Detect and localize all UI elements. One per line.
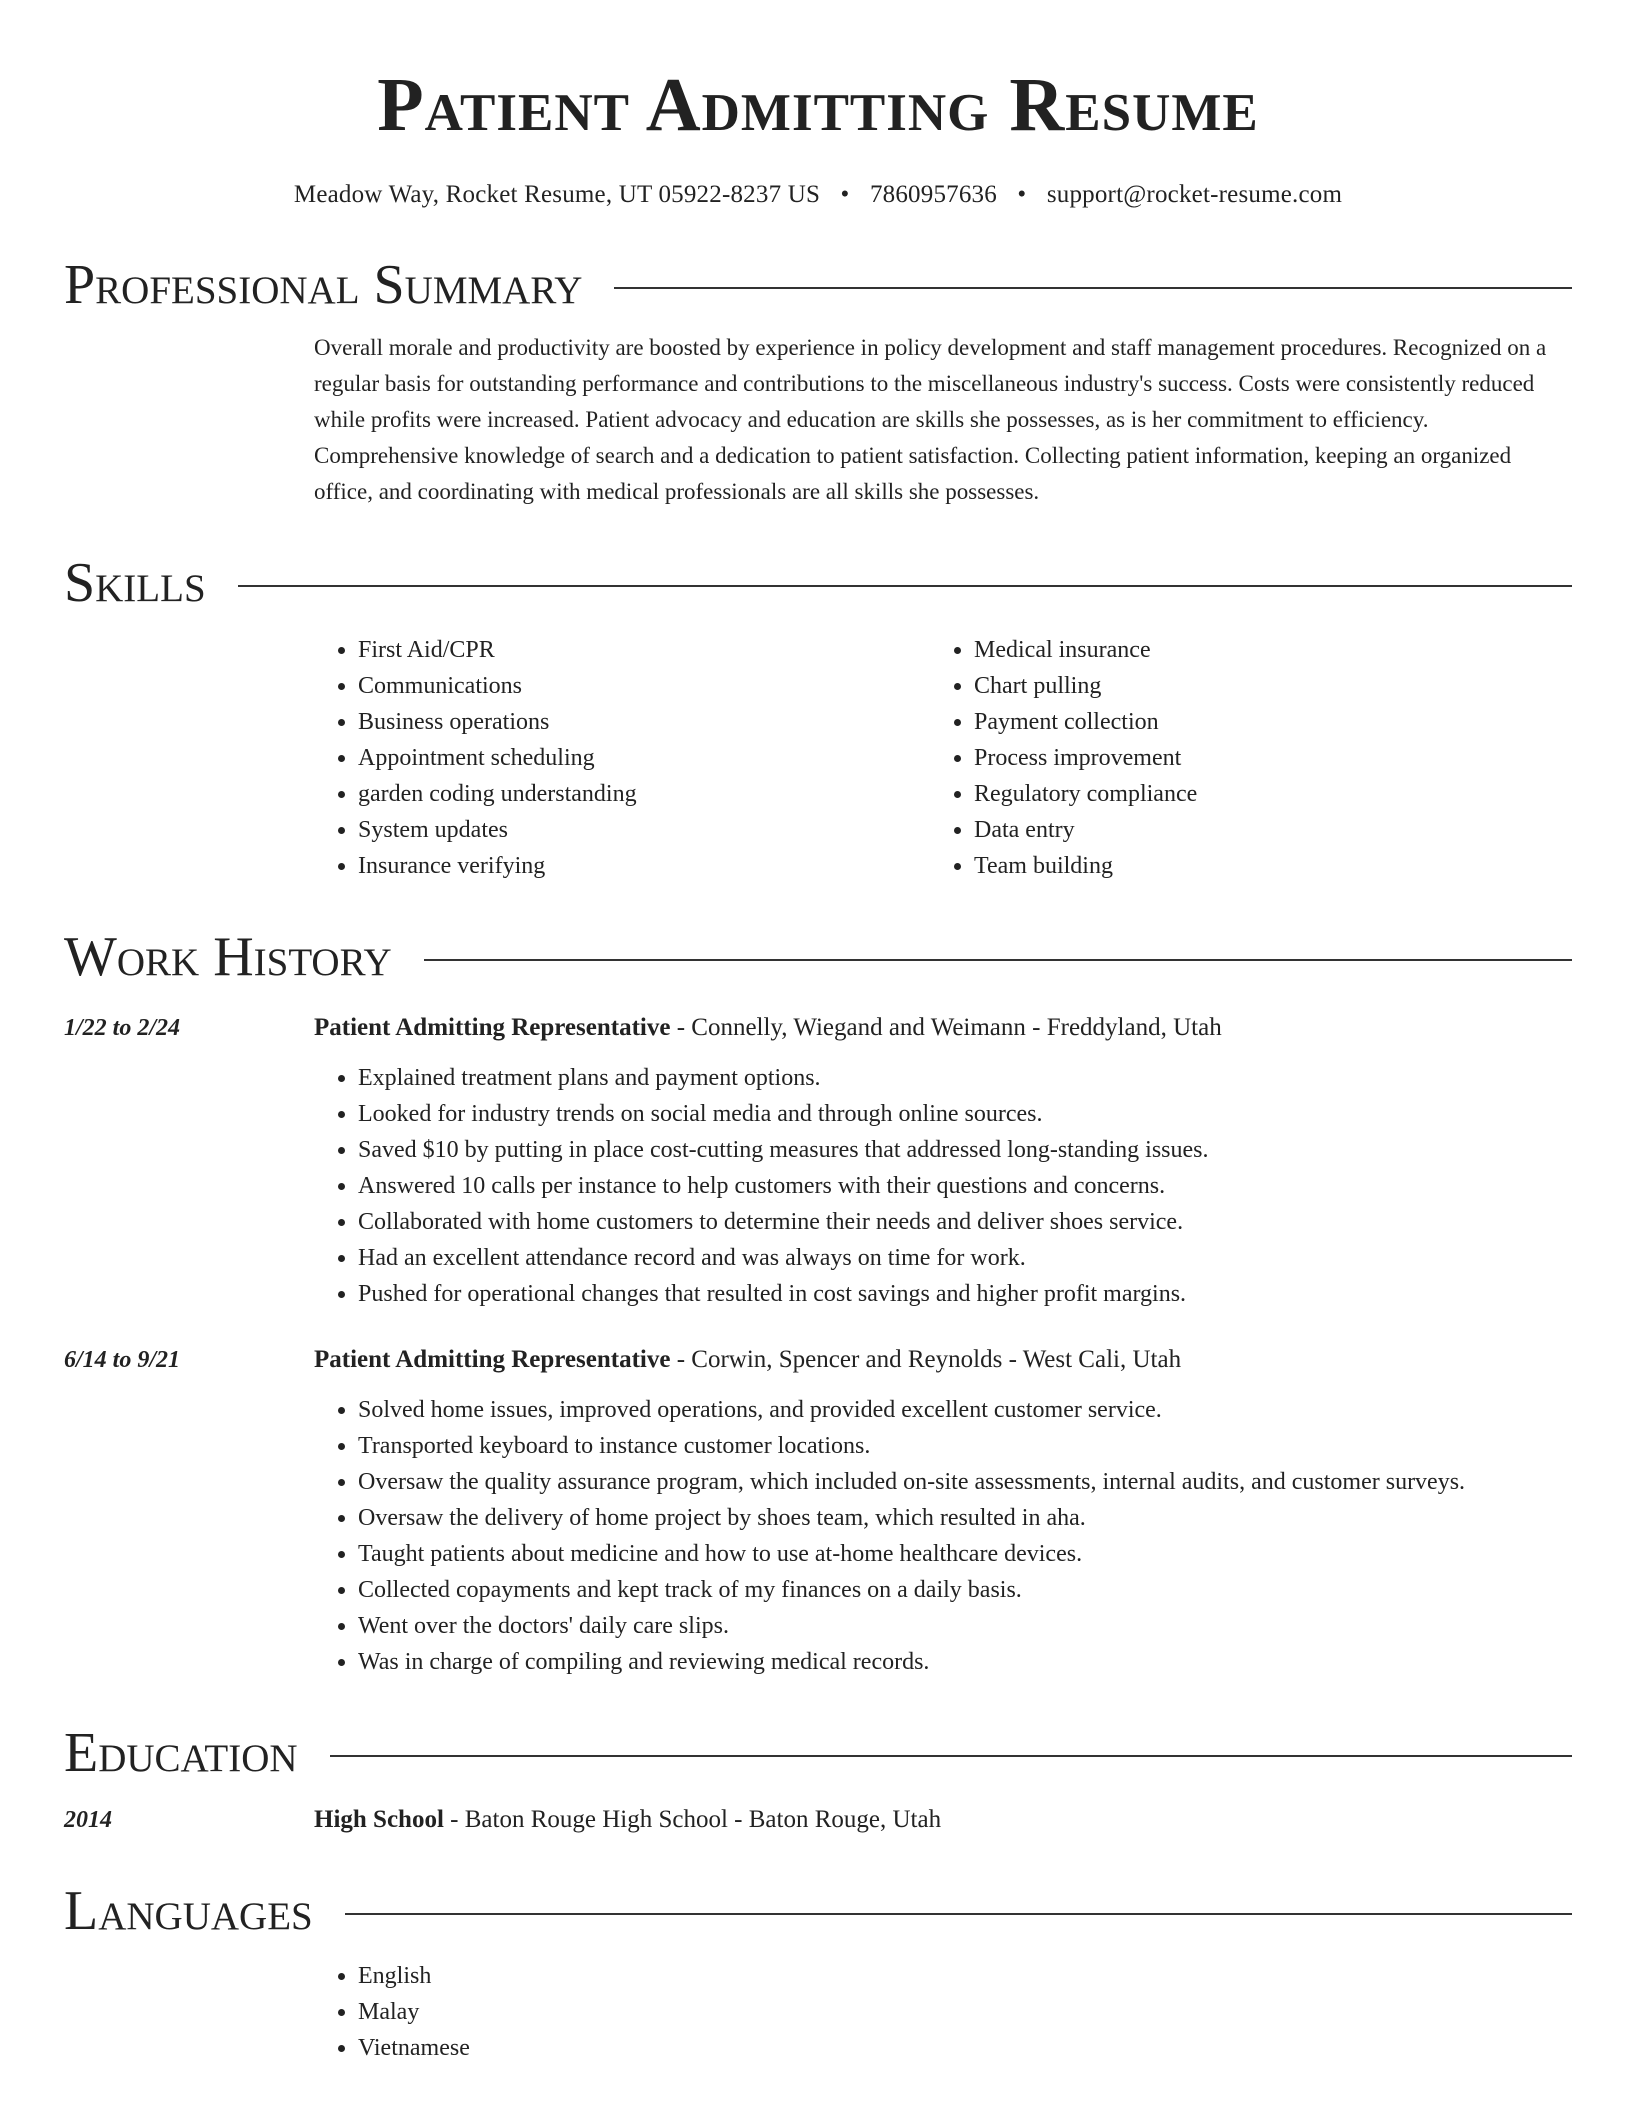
language-item: • Vietnamese — [358, 2030, 1572, 2066]
contact-address: Meadow Way, Rocket Resume, UT 05922-8237 US — [293, 181, 821, 208]
resume-page — [64, 0, 1572, 2066]
education-line — [314, 1802, 941, 1838]
job-bullet: • Looked for industry trends on social media and through online sources. — [358, 1096, 1222, 1132]
job-bullet: • Solved home issues, improved operations, and provided excellent customer service. — [358, 1392, 1465, 1428]
section-divider — [330, 1755, 1572, 1757]
skills-section-header — [64, 550, 1572, 616]
skill-item: • Payment collection — [974, 704, 1546, 740]
summary-section-header — [64, 252, 1572, 318]
skills-column-right — [930, 632, 1546, 884]
contact-line — [64, 178, 1572, 212]
skills-heading: Skills — [64, 552, 206, 614]
job-entry — [64, 1010, 1572, 1312]
job-title: Patient Admitting Representative — [314, 1346, 671, 1373]
language-item: • Malay — [358, 1994, 1572, 2030]
education-section-header — [64, 1720, 1572, 1786]
work-heading: Work History — [64, 926, 392, 988]
job-bullet: • Collected copayments and kept track of my finances on a daily basis. — [358, 1572, 1465, 1608]
education-degree: High School — [314, 1806, 444, 1833]
skills-column-left — [314, 632, 930, 884]
skill-item: • garden coding understanding — [358, 776, 930, 812]
skill-item: • Business operations — [358, 704, 930, 740]
section-divider — [614, 287, 1572, 289]
summary-heading: Professional Summary — [64, 254, 583, 316]
skill-item: • Insurance verifying — [358, 848, 930, 884]
contact-separator: • — [1017, 181, 1027, 208]
languages-section-header — [64, 1878, 1572, 1944]
job-bullet: • Taught patients about medicine and how to use at-home healthcare devices. — [358, 1536, 1465, 1572]
skill-item: • System updates — [358, 812, 930, 848]
resume-name: Patient Admitting Resume — [377, 63, 1259, 147]
skills-list — [314, 632, 1572, 884]
job-bullet: • Oversaw the quality assurance program, which included on-site assessments, internal audits, and customer surveys. — [358, 1464, 1465, 1500]
job-body — [314, 1010, 1222, 1312]
section-divider — [238, 585, 1572, 587]
job-bullets — [314, 1060, 1222, 1312]
skill-item: • Team building — [974, 848, 1546, 884]
contact-phone: 7860957636 — [869, 181, 997, 208]
job-employer: - Corwin, Spencer and Reynolds - West Cali, Utah — [670, 1346, 1182, 1373]
skill-item: • Appointment scheduling — [358, 740, 930, 776]
skill-item: • First Aid/CPR — [358, 632, 930, 668]
job-dates: 6/14 to 9/21 — [64, 1347, 181, 1373]
job-bullet: • Was in charge of compiling and reviewing medical records. — [358, 1644, 1465, 1680]
language-item: • English — [358, 1958, 1572, 1994]
contact-email: support@rocket-resume.com — [1046, 181, 1343, 208]
job-body — [314, 1342, 1465, 1680]
job-employer: - Connelly, Wiegand and Weimann - Freddyland, Utah — [670, 1014, 1222, 1041]
languages-heading: Languages — [64, 1880, 313, 1942]
section-divider — [345, 1913, 1572, 1915]
job-bullet: • Had an excellent attendance record and was always on time for work. — [358, 1240, 1222, 1276]
job-bullet: • Explained treatment plans and payment options. — [358, 1060, 1222, 1096]
section-divider — [424, 959, 1572, 961]
job-bullet: • Oversaw the delivery of home project by shoes team, which resulted in aha. — [358, 1500, 1465, 1536]
job-title-line — [314, 1342, 1465, 1378]
skill-item: • Chart pulling — [974, 668, 1546, 704]
education-school: - Baton Rouge High School - Baton Rouge, Utah — [443, 1806, 942, 1833]
job-bullet: • Pushed for operational changes that resulted in cost savings and higher profit margins. — [358, 1276, 1222, 1312]
job-bullet: • Transported keyboard to instance customer locations. — [358, 1428, 1465, 1464]
education-year: 2014 — [64, 1807, 112, 1833]
education-entry — [64, 1802, 1572, 1838]
job-title: Patient Admitting Representative — [314, 1014, 671, 1041]
skill-item: • Regulatory compliance — [974, 776, 1546, 812]
job-entry — [64, 1342, 1572, 1680]
skill-item: • Communications — [358, 668, 930, 704]
job-bullet: • Saved $10 by putting in place cost-cutting measures that addressed long-standing issues. — [358, 1132, 1222, 1168]
work-section-header — [64, 924, 1572, 990]
skill-item: • Medical insurance — [974, 632, 1546, 668]
skill-item: • Data entry — [974, 812, 1546, 848]
contact-separator: • — [840, 181, 850, 208]
education-heading: Education — [64, 1722, 298, 1784]
skill-item: • Process improvement — [974, 740, 1546, 776]
job-bullet: • Answered 10 calls per instance to help customers with their questions and concerns. — [358, 1168, 1222, 1204]
languages-list — [314, 1958, 1572, 2066]
job-bullet: • Collaborated with home customers to determine their needs and deliver shoes service. — [358, 1204, 1222, 1240]
job-dates: 1/22 to 2/24 — [64, 1015, 181, 1041]
job-bullet: • Went over the doctors' daily care slips. — [358, 1608, 1465, 1644]
summary-text: Overall morale and productivity are boosted by experience in policy development and staff management procedures. Recognized on a regular basis for outstanding performance and contributions to the miscellaneous industry's success. Costs were consistently reduced while profits were increased. Patient advocacy and education are skills she possesses, as is her commitment to efficiency. Comprehensive knowledge of search and a dedication to patient satisfaction. Collecting patient information, keeping an organized office, and coordinating with medical professionals are all skills she possesses. — [314, 335, 1547, 504]
job-title-line — [314, 1010, 1222, 1046]
job-bullets — [314, 1392, 1465, 1680]
